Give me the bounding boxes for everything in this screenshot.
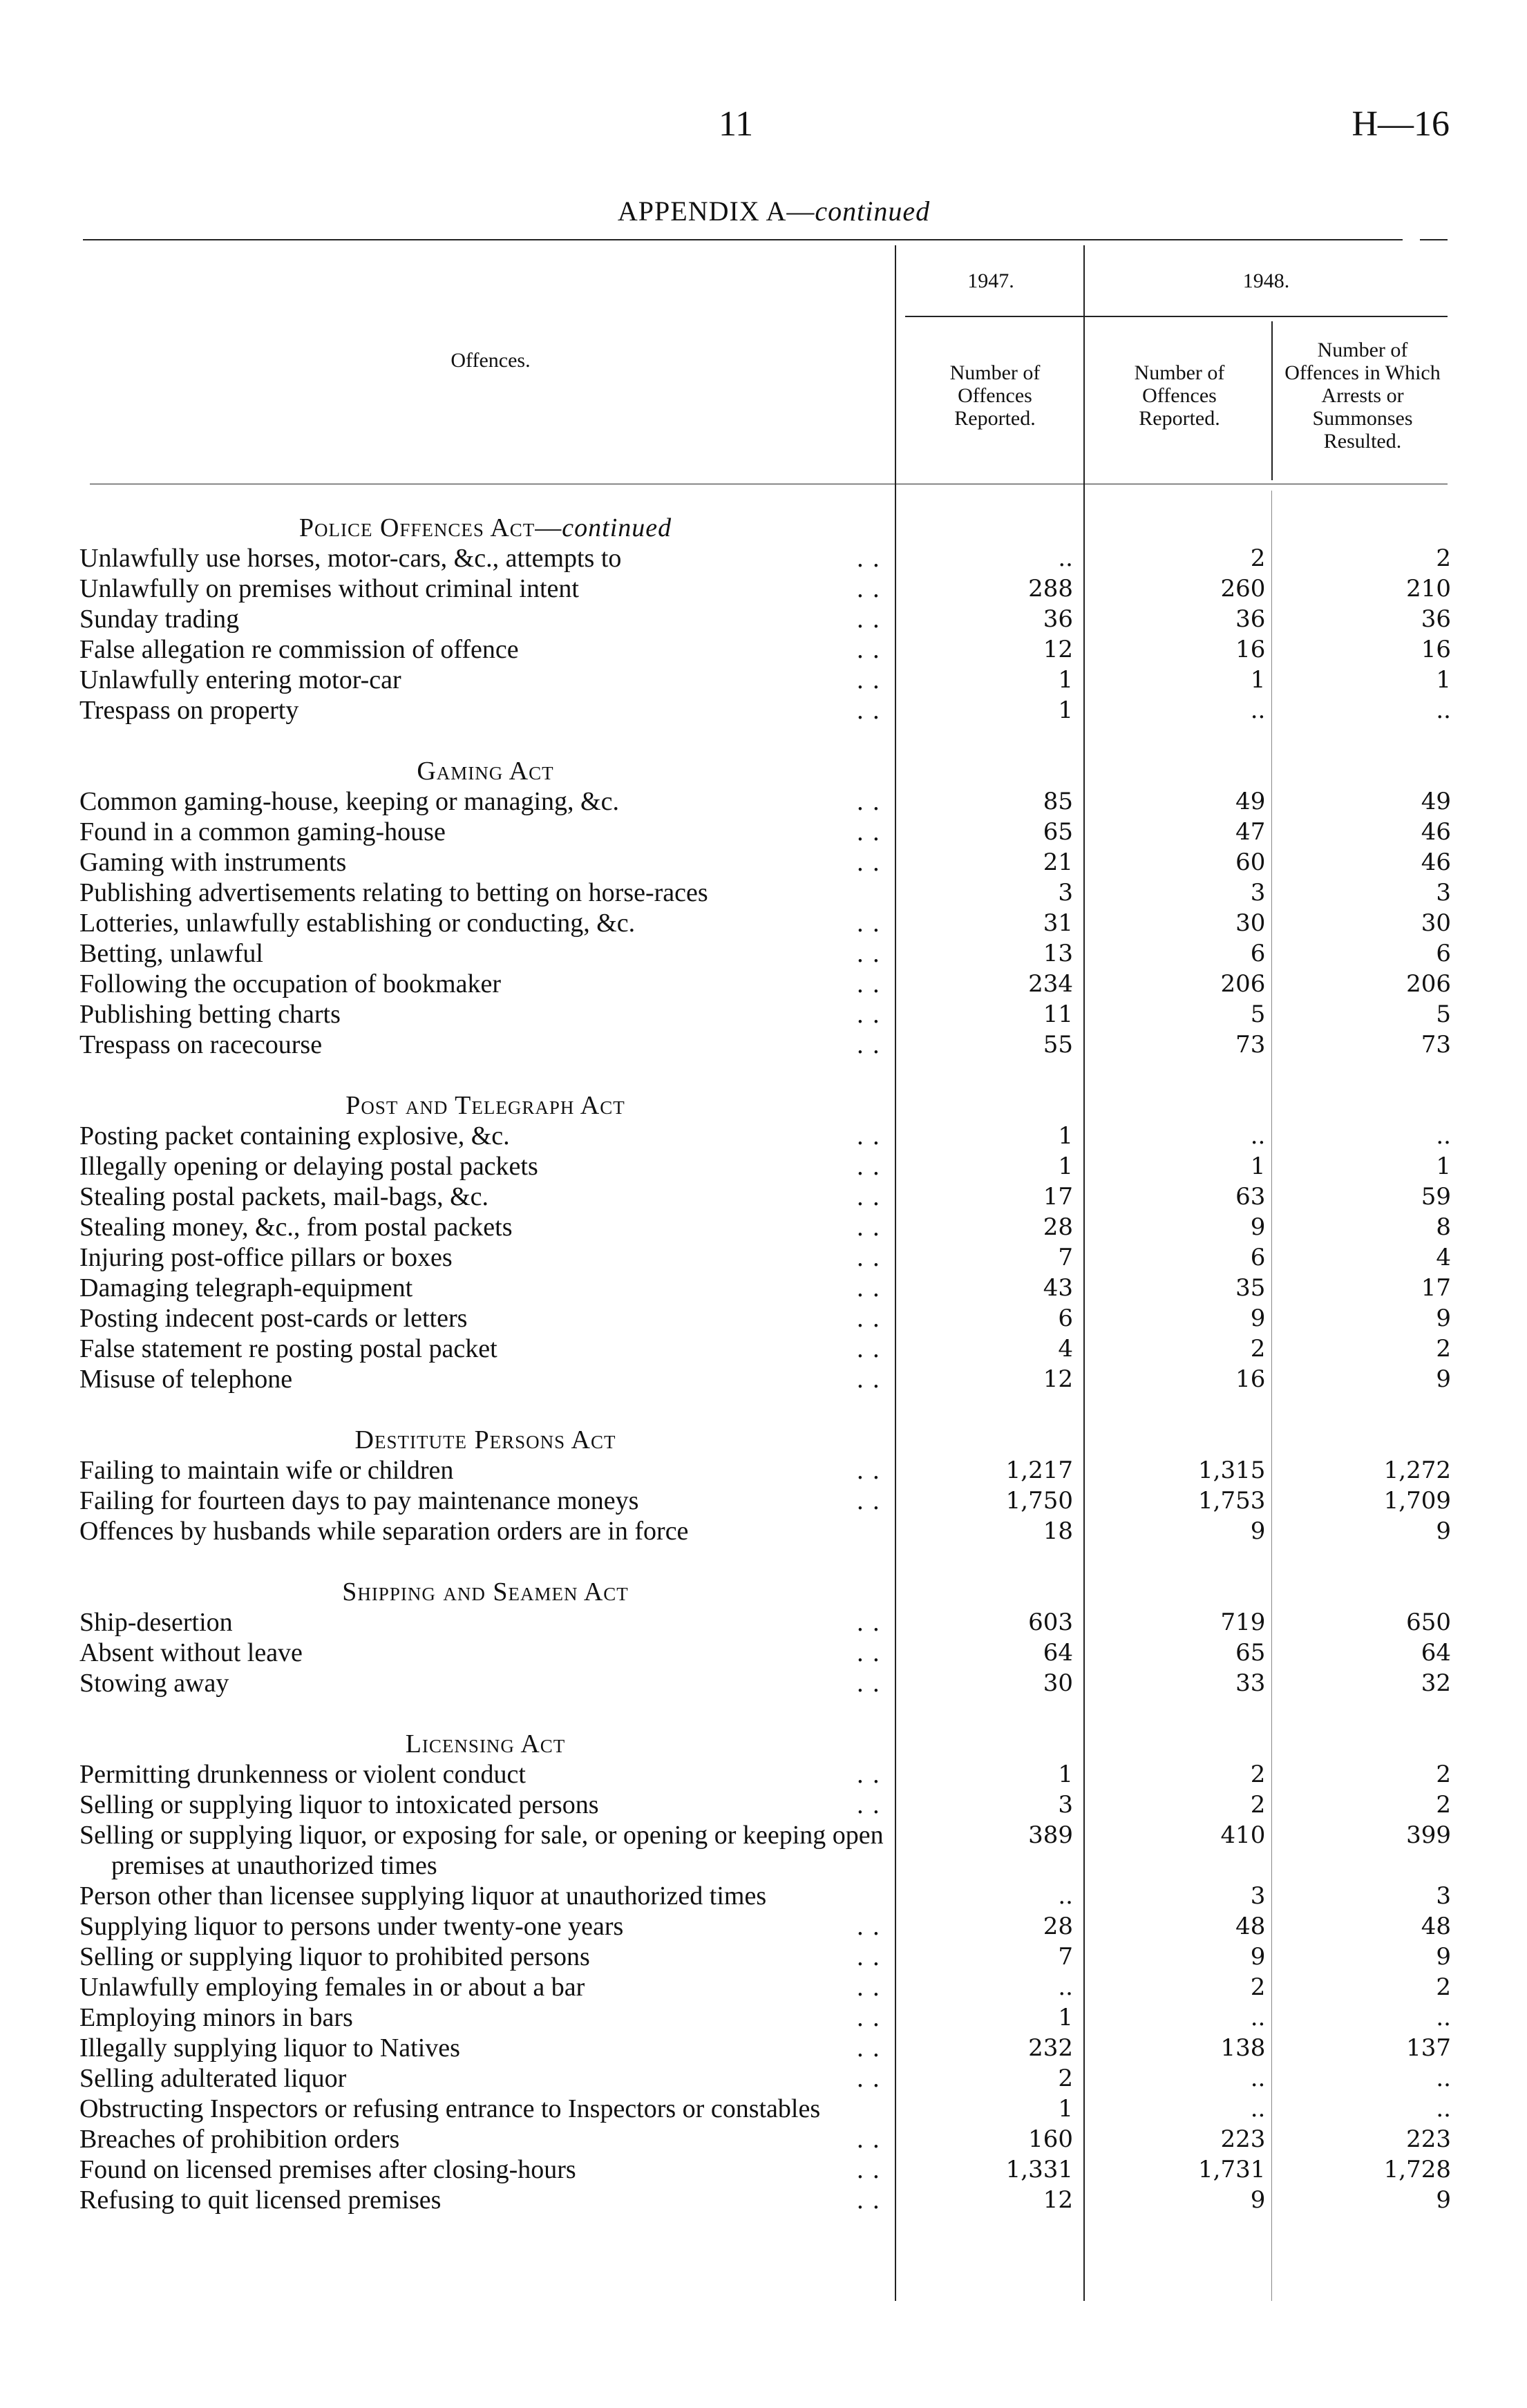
value-1948-arrests: 2: [1436, 1761, 1451, 1788]
column-divider-3: [1271, 321, 1273, 480]
value-1948-reported: 1,753: [1198, 1487, 1266, 1515]
table-row: [79, 1334, 1451, 1364]
offence-description: Lotteries, unlawfully establishing or conducting, &c. . .: [79, 908, 894, 938]
table-row: [79, 2033, 1451, 2063]
table-row: [79, 1182, 1451, 1212]
table-row: [79, 1030, 1451, 1060]
value-1948-reported: 3: [1250, 1882, 1266, 1910]
value-1948-reported: 223: [1220, 2125, 1266, 2153]
offence-description: Injuring post-office pillars or boxes . .: [79, 1242, 894, 1273]
offence-description: Selling adulterated liquor . .: [79, 2063, 894, 2094]
section-heading-italic: continued: [562, 513, 672, 542]
header-year-1948: 1948.: [1242, 269, 1290, 292]
table-row: [79, 1607, 1451, 1638]
offence-description: Breaches of prohibition orders . .: [79, 2124, 894, 2154]
value-1948-reported: 16: [1235, 636, 1266, 663]
value-1948-reported: 9: [1250, 1517, 1266, 1545]
table-row: [79, 878, 1451, 908]
value-1948-arrests: 48: [1421, 1913, 1451, 1940]
table-row: [79, 695, 1451, 726]
offence-description: Following the occupation of bookmaker . .: [79, 969, 894, 999]
table-row: [79, 817, 1451, 847]
table-row: [79, 1486, 1451, 1516]
value-1948-arrests: 17: [1421, 1274, 1451, 1302]
offence-description: Obstructing Inspectors or refusing entrance to Inspectors or constables: [79, 2094, 821, 2123]
value-1948-reported: 1: [1250, 666, 1266, 694]
value-1947-reported: 17: [1043, 1183, 1073, 1211]
table-row: [79, 1516, 1451, 1546]
table-row: [79, 634, 1451, 665]
value-1947-reported: 1: [1058, 666, 1073, 694]
appendix-title: [0, 195, 1527, 227]
value-1948-arrests: 46: [1421, 818, 1451, 846]
value-1947-reported: 12: [1043, 1365, 1073, 1393]
offence-description: Common gaming-house, keeping or managing, &c. . .: [79, 786, 894, 817]
offence-description: Selling or supplying liquor to prohibited persons . .: [79, 1942, 894, 1972]
value-1948-reported: 5: [1250, 1001, 1266, 1028]
section-gap: [79, 1546, 1451, 1577]
offence-description: Trespass on property . .: [79, 695, 894, 726]
value-1948-arrests: 1: [1436, 666, 1451, 694]
value-1947-reported: 11: [1043, 1001, 1073, 1028]
value-1947-reported: 7: [1058, 1943, 1073, 1971]
table-row: [79, 1638, 1451, 1668]
value-1948-arrests: 2: [1436, 544, 1451, 572]
value-1948-arrests: 210: [1406, 575, 1451, 603]
page-reference: H—16: [1351, 104, 1450, 144]
offence-description: False allegation re commission of offence . .: [79, 634, 894, 665]
value-1948-arrests: 9: [1436, 1943, 1451, 1971]
top-rule: [83, 239, 1403, 240]
table-row: [79, 1273, 1451, 1303]
table-row: [79, 1881, 1451, 1911]
value-1948-reported: ..: [1250, 1122, 1266, 1150]
offence-description: Betting, unlawful . .: [79, 938, 894, 969]
offence-description: Selling or supplying liquor, or exposing for sale, or opening or keeping open premises at unauthorized times: [79, 1821, 884, 1880]
value-1947-reported: 30: [1043, 1669, 1073, 1697]
value-1948-arrests: 16: [1421, 636, 1451, 663]
offence-description: Unlawfully employing females in or about a bar . .: [79, 1972, 894, 2002]
value-1948-reported: 719: [1220, 1609, 1266, 1636]
value-1947-reported: ..: [1058, 1973, 1073, 2001]
table-row: [79, 938, 1451, 969]
table-row: [79, 1911, 1451, 1942]
header-col-1948-arrests: Number of Offences in Which Arrests or Summonses Resulted.: [1284, 339, 1441, 453]
value-1947-reported: 6: [1058, 1305, 1073, 1332]
value-1948-arrests: ..: [1436, 696, 1451, 724]
offence-description: Found on licensed premises after closing-hours . .: [79, 2154, 894, 2185]
section-gap: [79, 1698, 1451, 1729]
value-1947-reported: 1: [1058, 1761, 1073, 1788]
value-1947-reported: 4: [1058, 1335, 1073, 1363]
offence-description: Failing to maintain wife or children . .: [79, 1455, 894, 1486]
table-row: [79, 1303, 1451, 1334]
offence-description: Selling or supplying liquor to intoxicated persons . .: [79, 1790, 894, 1820]
section-heading: [79, 1577, 891, 1607]
section-gap: [79, 726, 1451, 756]
table-row: [79, 604, 1451, 634]
value-1948-arrests: 73: [1421, 1031, 1451, 1059]
offence-description: Misuse of telephone . .: [79, 1364, 894, 1394]
value-1948-reported: 35: [1235, 1274, 1266, 1302]
offence-description: Illegally supplying liquor to Natives . .: [79, 2033, 894, 2063]
value-1947-reported: ..: [1058, 544, 1073, 572]
value-1947-reported: 28: [1043, 1913, 1073, 1940]
section-gap: [79, 1060, 1451, 1090]
offence-description: Stealing postal packets, mail-bags, &c. . .: [79, 1182, 894, 1212]
offence-description: Posting packet containing explosive, &c. . .: [79, 1121, 894, 1151]
value-1948-arrests: 137: [1406, 2034, 1451, 2062]
header-col-1947-reported: Number of Offences Reported.: [949, 361, 1041, 430]
section-heading: [79, 1090, 891, 1121]
value-1948-reported: 48: [1235, 1913, 1266, 1940]
value-1947-reported: 18: [1043, 1517, 1073, 1545]
value-1948-reported: 9: [1250, 2186, 1266, 2214]
table-row: [79, 1121, 1451, 1151]
value-1948-reported: 260: [1220, 575, 1266, 603]
table-row: [79, 1972, 1451, 2002]
value-1948-arrests: 1,709: [1383, 1487, 1451, 1515]
value-1948-reported: 1: [1250, 1153, 1266, 1180]
value-1948-reported: 9: [1250, 1305, 1266, 1332]
value-1948-reported: 2: [1250, 1335, 1266, 1363]
value-1948-arrests: 2: [1436, 1791, 1451, 1819]
value-1948-arrests: 59: [1421, 1183, 1451, 1211]
section-heading-text: Police Offences Act—: [298, 513, 562, 542]
section-heading: [79, 513, 891, 543]
value-1947-reported: 389: [1028, 1821, 1073, 1849]
table-row: [79, 999, 1451, 1030]
offence-description: Failing for fourteen days to pay maintenance moneys . .: [79, 1486, 894, 1516]
value-1948-arrests: 1,728: [1383, 2156, 1451, 2183]
table-row: [79, 2185, 1451, 2215]
value-1947-reported: 160: [1028, 2125, 1073, 2153]
table-row: [79, 1820, 1451, 1881]
section-heading: [79, 1425, 891, 1455]
table-row: [79, 1212, 1451, 1242]
value-1948-arrests: 9: [1436, 2186, 1451, 2214]
offence-description: Person other than licensee supplying liquor at unauthorized times: [79, 1881, 767, 1911]
value-1948-reported: 1,731: [1198, 2156, 1266, 2183]
value-1948-arrests: 46: [1421, 849, 1451, 876]
offence-description: Trespass on racecourse . .: [79, 1030, 894, 1060]
value-1948-reported: 6: [1250, 940, 1266, 967]
value-1948-reported: ..: [1250, 2065, 1266, 2092]
value-1948-arrests: 32: [1421, 1669, 1451, 1697]
value-1948-arrests: 399: [1406, 1821, 1451, 1849]
value-1948-arrests: 9: [1436, 1305, 1451, 1332]
value-1948-reported: 410: [1220, 1821, 1266, 1849]
section-gap: [79, 1394, 1451, 1425]
section-heading: [79, 1729, 891, 1759]
offence-description: Employing minors in bars . .: [79, 2002, 894, 2033]
value-1947-reported: 12: [1043, 636, 1073, 663]
value-1948-reported: 1,315: [1198, 1457, 1266, 1484]
value-1948-arrests: 30: [1421, 909, 1451, 937]
value-1948-reported: 60: [1235, 849, 1266, 876]
appendix-title-italic: continued: [815, 196, 931, 227]
offence-description: Publishing advertisements relating to betting on horse-races: [79, 878, 708, 907]
value-1948-reported: 9: [1250, 1943, 1266, 1971]
value-1947-reported: 1,331: [1005, 2156, 1073, 2183]
value-1947-reported: 1: [1058, 696, 1073, 724]
value-1948-arrests: 1: [1436, 1153, 1451, 1180]
table-row: [79, 543, 1451, 573]
table-row: [79, 908, 1451, 938]
value-1948-arrests: 49: [1421, 788, 1451, 815]
value-1947-reported: 43: [1043, 1274, 1073, 1302]
value-1947-reported: 1: [1058, 2095, 1073, 2123]
page-number: 11: [719, 104, 754, 144]
value-1948-reported: 33: [1235, 1669, 1266, 1697]
value-1948-arrests: 36: [1421, 605, 1451, 633]
value-1948-reported: ..: [1250, 2004, 1266, 2031]
value-1947-reported: 28: [1043, 1213, 1073, 1241]
section-heading-text: Destitute Persons Act: [354, 1425, 616, 1454]
table-row: [79, 2124, 1451, 2154]
offence-description: Ship-desertion . .: [79, 1607, 894, 1638]
value-1948-arrests: 206: [1406, 970, 1451, 998]
section-heading-text: Post and Telegraph Act: [345, 1091, 625, 1120]
table-row: [79, 2154, 1451, 2185]
value-1947-reported: 13: [1043, 940, 1073, 967]
offence-description: Unlawfully use horses, motor-cars, &c., attempts to . .: [79, 543, 894, 573]
value-1948-arrests: 8: [1436, 1213, 1451, 1241]
offence-description: Supplying liquor to persons under twenty-one years . .: [79, 1911, 894, 1942]
offence-description: Illegally opening or delaying postal packets . .: [79, 1151, 894, 1182]
value-1947-reported: 1,217: [1005, 1457, 1073, 1484]
value-1948-reported: 2: [1250, 544, 1266, 572]
value-1947-reported: 3: [1058, 1791, 1073, 1819]
table-row: [79, 1942, 1451, 1972]
appendix-title-main: APPENDIX A—: [617, 196, 815, 227]
table-row: [79, 969, 1451, 999]
table-row: [79, 2094, 1451, 2124]
value-1947-reported: 1: [1058, 2004, 1073, 2031]
value-1947-reported: 1,750: [1005, 1487, 1073, 1515]
value-1947-reported: 21: [1043, 849, 1073, 876]
value-1948-reported: 9: [1250, 1213, 1266, 1241]
value-1948-reported: 65: [1235, 1639, 1266, 1667]
value-1948-arrests: 1,272: [1383, 1457, 1451, 1484]
value-1947-reported: 64: [1043, 1639, 1073, 1667]
value-1947-reported: 234: [1028, 970, 1073, 998]
value-1947-reported: 288: [1028, 575, 1073, 603]
header-year-1947: 1947.: [967, 269, 1014, 292]
top-rule-end: [1420, 239, 1448, 240]
value-1948-arrests: ..: [1436, 2095, 1451, 2123]
value-1947-reported: 31: [1043, 909, 1073, 937]
offence-description: Sunday trading . .: [79, 604, 894, 634]
value-1947-reported: 1: [1058, 1122, 1073, 1150]
offence-description: Publishing betting charts . .: [79, 999, 894, 1030]
value-1948-arrests: 2: [1436, 1973, 1451, 2001]
section-heading-text: Gaming Act: [417, 757, 554, 786]
value-1948-arrests: 5: [1436, 1001, 1451, 1028]
value-1947-reported: 36: [1043, 605, 1073, 633]
value-1948-arrests: ..: [1436, 2065, 1451, 2092]
offences-table-body: [79, 513, 1451, 2215]
value-1948-reported: 2: [1250, 1791, 1266, 1819]
offence-description: Damaging telegraph-equipment . .: [79, 1273, 894, 1303]
offence-description: False statement re posting postal packet . .: [79, 1334, 894, 1364]
table-row: [79, 786, 1451, 817]
value-1947-reported: 1: [1058, 1153, 1073, 1180]
offence-description: Stowing away . .: [79, 1668, 894, 1698]
value-1948-arrests: 9: [1436, 1365, 1451, 1393]
year-rule: [905, 316, 1448, 317]
value-1948-reported: 2: [1250, 1973, 1266, 2001]
value-1948-arrests: 2: [1436, 1335, 1451, 1363]
value-1948-reported: 30: [1235, 909, 1266, 937]
value-1948-arrests: 223: [1406, 2125, 1451, 2153]
value-1947-reported: 232: [1028, 2034, 1073, 2062]
value-1947-reported: 65: [1043, 818, 1073, 846]
table-row: [79, 1455, 1451, 1486]
value-1948-reported: 36: [1235, 605, 1266, 633]
offence-description: Permitting drunkenness or violent conduct . .: [79, 1759, 894, 1790]
offence-description: Posting indecent post-cards or letters . .: [79, 1303, 894, 1334]
offence-description: Offences by husbands while separation orders are in force: [79, 1517, 689, 1546]
value-1947-reported: 12: [1043, 2186, 1073, 2214]
table-row: [79, 1668, 1451, 1698]
table-row: [79, 2002, 1451, 2033]
value-1948-reported: 206: [1220, 970, 1266, 998]
value-1948-arrests: 6: [1436, 940, 1451, 967]
table-row: [79, 665, 1451, 695]
value-1947-reported: 3: [1058, 879, 1073, 907]
table-row: [79, 1759, 1451, 1790]
table-row: [79, 1151, 1451, 1182]
value-1948-reported: 16: [1235, 1365, 1266, 1393]
value-1948-reported: 73: [1235, 1031, 1266, 1059]
value-1948-reported: 47: [1235, 818, 1266, 846]
header-col-1948-reported: Number of Offences Reported.: [1134, 361, 1225, 430]
value-1948-arrests: 650: [1406, 1609, 1451, 1636]
offence-description: Absent without leave . .: [79, 1638, 894, 1668]
header-offences: Offences.: [450, 349, 531, 372]
value-1948-reported: 49: [1235, 788, 1266, 815]
table-row: [79, 573, 1451, 604]
offence-description: Stealing money, &c., from postal packets . .: [79, 1212, 894, 1242]
offence-description: Found in a common gaming-house . .: [79, 817, 894, 847]
value-1948-reported: ..: [1250, 2095, 1266, 2123]
value-1948-arrests: ..: [1436, 2004, 1451, 2031]
table-row: [79, 1242, 1451, 1273]
offence-description: Refusing to quit licensed premises . .: [79, 2185, 894, 2215]
value-1948-arrests: 4: [1436, 1244, 1451, 1271]
value-1948-reported: 138: [1220, 2034, 1266, 2062]
section-heading-text: Shipping and Seamen Act: [342, 1577, 629, 1606]
value-1948-arrests: 3: [1436, 1882, 1451, 1910]
section-heading-text: Licensing Act: [405, 1729, 566, 1758]
value-1947-reported: 2: [1058, 2065, 1073, 2092]
table-row: [79, 2063, 1451, 2094]
value-1948-reported: ..: [1250, 696, 1266, 724]
value-1947-reported: 603: [1028, 1609, 1073, 1636]
value-1948-arrests: ..: [1436, 1122, 1451, 1150]
value-1948-reported: 2: [1250, 1761, 1266, 1788]
offence-description: Unlawfully entering motor-car . .: [79, 665, 894, 695]
value-1948-reported: 3: [1250, 879, 1266, 907]
table-row: [79, 847, 1451, 878]
value-1948-arrests: 9: [1436, 1517, 1451, 1545]
value-1947-reported: ..: [1058, 1882, 1073, 1910]
section-heading: [79, 756, 891, 786]
value-1948-reported: 6: [1250, 1244, 1266, 1271]
value-1948-arrests: 64: [1421, 1639, 1451, 1667]
value-1947-reported: 85: [1043, 788, 1073, 815]
value-1948-reported: 63: [1235, 1183, 1266, 1211]
value-1947-reported: 7: [1058, 1244, 1073, 1271]
offence-description: Unlawfully on premises without criminal intent . .: [79, 573, 894, 604]
table-row: [79, 1790, 1451, 1820]
table-row: [79, 1364, 1451, 1394]
offence-description: Gaming with instruments . .: [79, 847, 894, 878]
value-1948-arrests: 3: [1436, 879, 1451, 907]
value-1947-reported: 55: [1043, 1031, 1073, 1059]
